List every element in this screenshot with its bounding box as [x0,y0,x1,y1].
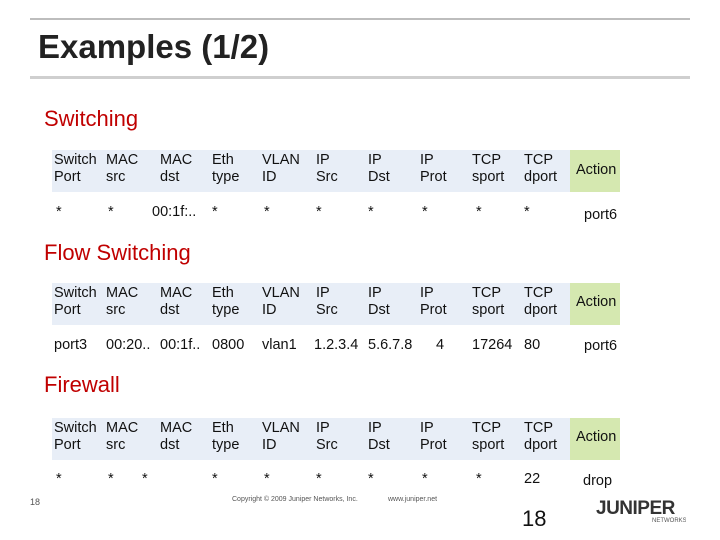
copyright-text: Copyright © 2009 Juniper Networks, Inc. [232,496,358,503]
value-tcp-sport: * [476,471,482,487]
value-tcp-dport: * [524,204,530,220]
value-eth-type: * [212,471,218,487]
header-ip-prot: IP Prot [420,420,447,453]
header-ip-src: IP Src [316,285,338,318]
value-mac-dst: * [142,471,148,487]
value-ip-prot: * [422,204,428,220]
header-tcp-dport: TCP dport [524,152,558,185]
header-eth-type: Eth type [212,285,240,318]
header-mac-dst: MAC dst [160,285,193,318]
value-vlan-id: * [264,204,270,220]
value-tcp-sport: * [476,204,482,220]
header-ip-prot: IP Prot [420,285,447,318]
header-switch-port: Switch Port [54,152,97,185]
value-ip-dst: * [368,471,374,487]
value-switch-port: port3 [54,337,88,353]
section-label-flow-switching: Flow Switching [44,240,191,265]
header-tcp-dport: TCP dport [524,285,558,318]
value-eth-type: 0800 [212,337,245,353]
header-ip-prot: IP Prot [420,152,447,185]
header-vlan-id: VLAN ID [262,285,300,318]
value-mac-dst: 00:1f.. [160,337,201,353]
section-label-firewall: Firewall [44,372,120,397]
header-vlan-id: VLAN ID [262,420,300,453]
header-eth-type: Eth type [212,420,240,453]
value-switch-port: * [56,471,62,487]
header-mac-src: MAC src [106,285,139,318]
value-mac-src: 00:20.. [106,337,151,353]
svg-text:NETWORKS: NETWORKS [652,518,686,524]
page-number-big: 18 [522,506,547,531]
header-mac-dst: MAC dst [160,152,193,185]
header-ip-src: IP Src [316,420,338,453]
header-tcp-sport: TCP sport [472,152,505,185]
page-title: Examples (1/2) [38,28,270,65]
header-tcp-dport: TCP dport [524,420,558,453]
value-ip-dst: 5.6.7.8 [368,337,413,353]
value-ip-src: * [316,471,322,487]
header-vlan-id: VLAN ID [262,152,300,185]
action-value-switching: port6 [584,207,618,223]
header-tcp-sport: TCP sport [472,285,505,318]
header-ip-src: IP Src [316,152,338,185]
header-tcp-sport: TCP sport [472,420,505,453]
value-vlan-id: vlan1 [262,337,297,353]
value-tcp-dport: 80 [524,337,541,353]
svg-text:JUNIPER: JUNIPER [596,498,675,519]
value-eth-type: * [212,204,218,220]
header-switch-port: Switch Port [54,285,97,318]
value-ip-prot: 4 [436,337,445,353]
value-vlan-id: * [264,471,270,487]
value-ip-prot: * [422,471,428,487]
value-switch-port: * [56,204,62,220]
value-ip-src: * [316,204,322,220]
action-header-label: Action [576,294,617,310]
action-header-label: Action [576,162,617,178]
value-mac-src: * [108,204,114,220]
juniper-logo [596,494,686,524]
header-ip-dst: IP Dst [368,152,390,185]
footer-url: www.juniper.net [388,496,438,503]
header-mac-src: MAC src [106,152,139,185]
header-eth-type: Eth type [212,152,240,185]
header-mac-dst: MAC dst [160,420,193,453]
value-mac-src: * [108,471,114,487]
value-ip-dst: * [368,204,374,220]
value-ip-src: 1.2.3.4 [314,337,359,353]
value-mac-dst: 00:1f:.. [152,204,197,220]
action-value-firewall: drop [583,473,613,489]
section-label-switching: Switching [44,106,139,131]
header-switch-port: Switch Port [54,420,97,453]
action-header-label: Action [576,429,617,445]
action-value-flow-switching: port6 [584,338,618,354]
header-ip-dst: IP Dst [368,285,390,318]
value-tcp-sport: 17264 [472,337,513,353]
header-ip-dst: IP Dst [368,420,390,453]
page-number-small: 18 [30,497,41,507]
value-tcp-dport: 22 [524,471,541,487]
header-mac-src: MAC src [106,420,139,453]
